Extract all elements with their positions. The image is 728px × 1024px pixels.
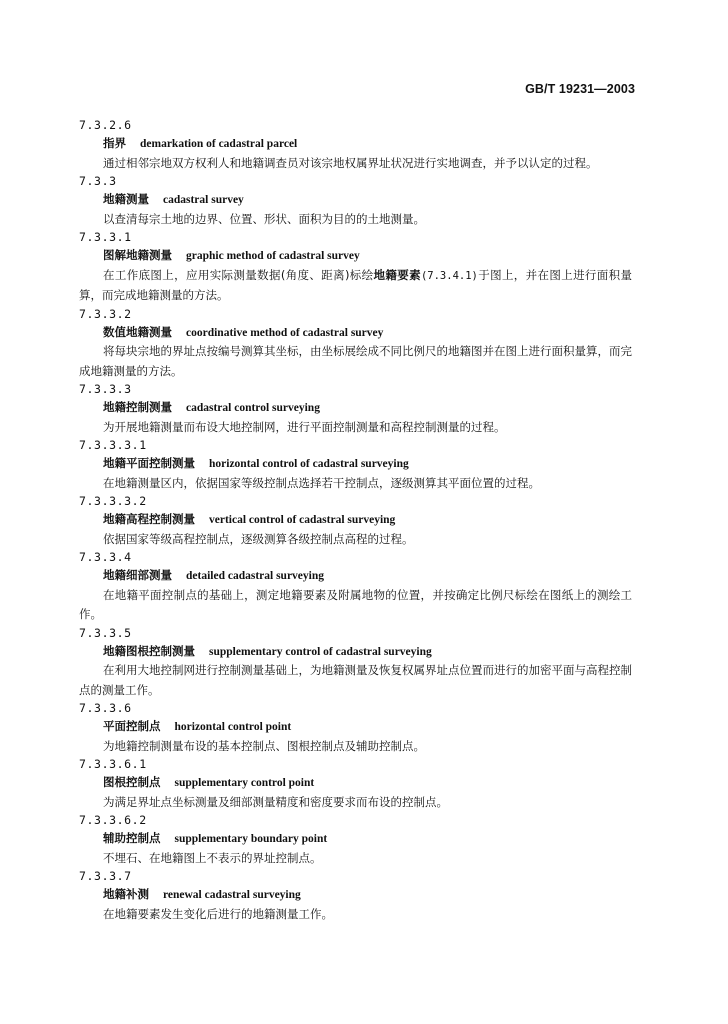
term-heading [103, 829, 728, 849]
term-definition [79, 793, 632, 813]
term-english: cadastral control surveying [186, 402, 320, 414]
term-definition [79, 905, 632, 925]
definition-text: 为满足界址点坐标测量及细部测量精度和密度要求而布设的控制点。 [103, 794, 448, 809]
cross-ref-term: 地籍要素 [373, 267, 421, 282]
term-definition [79, 474, 632, 494]
terms-list [0, 117, 728, 924]
term-entry [0, 868, 728, 924]
term-english: demarkation of cadastral parcel [140, 138, 298, 150]
term-definition [79, 210, 632, 230]
term-entry [0, 812, 728, 868]
clause-number: 7.3.3.3 [79, 382, 132, 396]
term-chinese: 图根控制点 [103, 775, 161, 789]
clause-number: 7.3.2.6 [79, 118, 132, 132]
definition-text: 以查清每宗土地的边界、位置、形状、面积为目的的土地测量。 [103, 211, 425, 226]
definition-text: 在利用大地控制网进行控制测量基础上，为地籍测量及恢复权属界址点位置而进行的加密平面与高程控制点的测量工作。 [79, 663, 632, 697]
term-chinese: 数值地籍测量 [103, 324, 172, 339]
definition-text: 为地籍控制测量布设的基本控制点、图根控制点及辅助控制点。 [103, 738, 425, 753]
term-definition [79, 849, 632, 869]
term-english: graphic method of cadastral survey [186, 250, 360, 262]
definition-text: 依据国家等级高程控制点，逐级测算各级控制点高程的过程。 [103, 531, 414, 546]
clause-number: 7.3.3.3.1 [79, 438, 147, 452]
term-definition [79, 418, 632, 438]
clause-number: 7.3.3.6.1 [79, 757, 147, 771]
term-english: coordinative method of cadastral survey [186, 326, 384, 339]
term-chinese: 地籍补测 [103, 887, 149, 901]
term-entry [0, 306, 728, 382]
term-heading [103, 398, 728, 418]
term-definition [79, 342, 632, 381]
term-entry [0, 229, 728, 306]
definition-text: 通过相邻宗地双方权利人和地籍调查员对该宗地权属界址状况进行实地调查，并予以认定的过程。 [103, 155, 598, 170]
term-english: cadastral survey [163, 194, 244, 206]
term-english: detailed cadastral surveying [186, 570, 324, 582]
term-heading [103, 510, 728, 530]
term-english: supplementary control point [174, 777, 315, 789]
term-chinese: 图解地籍测量 [103, 248, 172, 262]
definition-text: 在地籍测量区内，依据国家等级控制点选择若干控制点，逐级测算其平面位置的过程。 [103, 475, 540, 490]
term-chinese: 辅助控制点 [103, 831, 161, 845]
clause-number: 7.3.3 [79, 174, 117, 188]
term-heading [103, 454, 728, 474]
definition-part: 在工作底图上，应用实际测量数据(角度、距离)标绘 [103, 267, 374, 282]
term-english: vertical control of cadastral surveying [209, 514, 396, 526]
clause-number: 7.3.3.5 [79, 625, 132, 640]
clause-number: 7.3.3.6 [79, 701, 132, 715]
term-entry [0, 493, 728, 549]
term-chinese: 指界 [103, 136, 126, 150]
term-chinese: 平面控制点 [103, 719, 161, 733]
term-entry [0, 700, 728, 756]
term-heading [103, 323, 728, 343]
term-heading [103, 642, 728, 662]
term-english: renewal cadastral surveying [163, 889, 301, 901]
term-entry [0, 117, 728, 173]
term-entry [0, 381, 728, 437]
term-definition [79, 661, 632, 700]
term-chinese: 地籍高程控制测量 [103, 512, 195, 526]
term-entry [0, 756, 728, 812]
definition-text: 将每块宗地的界址点按编号测算其坐标，由坐标展绘成不同比例尺的地籍图并在图上进行面积量算，而完成地籍测量的方法。 [79, 344, 632, 378]
term-english: supplementary control of cadastral surveying [209, 645, 432, 658]
term-heading [103, 134, 728, 154]
term-heading [103, 190, 728, 210]
cross-ref-number: (7.3.4.1) [420, 269, 478, 282]
term-entry [0, 173, 728, 229]
definition-text: 在地籍要素发生变化后进行的地籍测量工作。 [103, 906, 333, 921]
term-entry [0, 437, 728, 493]
term-definition [79, 530, 632, 550]
definition-text: 在地籍平面控制点的基础上，测定地籍要素及附属地物的位置，并按确定比例尺标绘在图纸上的测绘工作。 [79, 587, 632, 621]
clause-number: 7.3.3.3.2 [79, 494, 147, 508]
clause-number: 7.3.3.1 [79, 230, 132, 244]
term-entry [0, 625, 728, 701]
term-chinese: 地籍细部测量 [103, 568, 172, 582]
term-heading [103, 246, 728, 266]
term-english: horizontal control point [174, 721, 292, 733]
term-english: horizontal control of cadastral surveying [209, 458, 409, 470]
definition-text: 不埋石、在地籍图上不表示的界址控制点。 [103, 850, 322, 865]
term-chinese: 地籍平面控制测量 [103, 456, 195, 470]
term-chinese: 地籍控制测量 [103, 400, 172, 414]
term-chinese: 地籍图根控制测量 [103, 643, 195, 658]
term-english: supplementary boundary point [174, 833, 328, 845]
clause-number: 7.3.3.2 [79, 306, 132, 321]
term-definition [79, 586, 632, 625]
term-heading [103, 566, 728, 586]
term-entry [0, 549, 728, 625]
term-heading [103, 717, 728, 737]
term-heading [103, 885, 728, 905]
term-definition [79, 266, 632, 306]
standard-code-header: GB/T 19231—2003 [525, 82, 635, 96]
definition-part: 于图上，并在图上进行面积量算，而完成地籍测量的方法。 [79, 267, 633, 302]
term-heading [103, 773, 728, 793]
term-chinese: 地籍测量 [103, 192, 149, 206]
definition-text [79, 266, 632, 306]
definition-text: 为开展地籍测量而布设大地控制网，进行平面控制测量和高程控制测量的过程。 [103, 419, 506, 434]
clause-number: 7.3.3.4 [79, 550, 132, 564]
term-definition [79, 737, 632, 757]
term-definition [79, 154, 632, 174]
clause-number: 7.3.3.7 [79, 869, 132, 883]
clause-number: 7.3.3.6.2 [79, 813, 147, 827]
